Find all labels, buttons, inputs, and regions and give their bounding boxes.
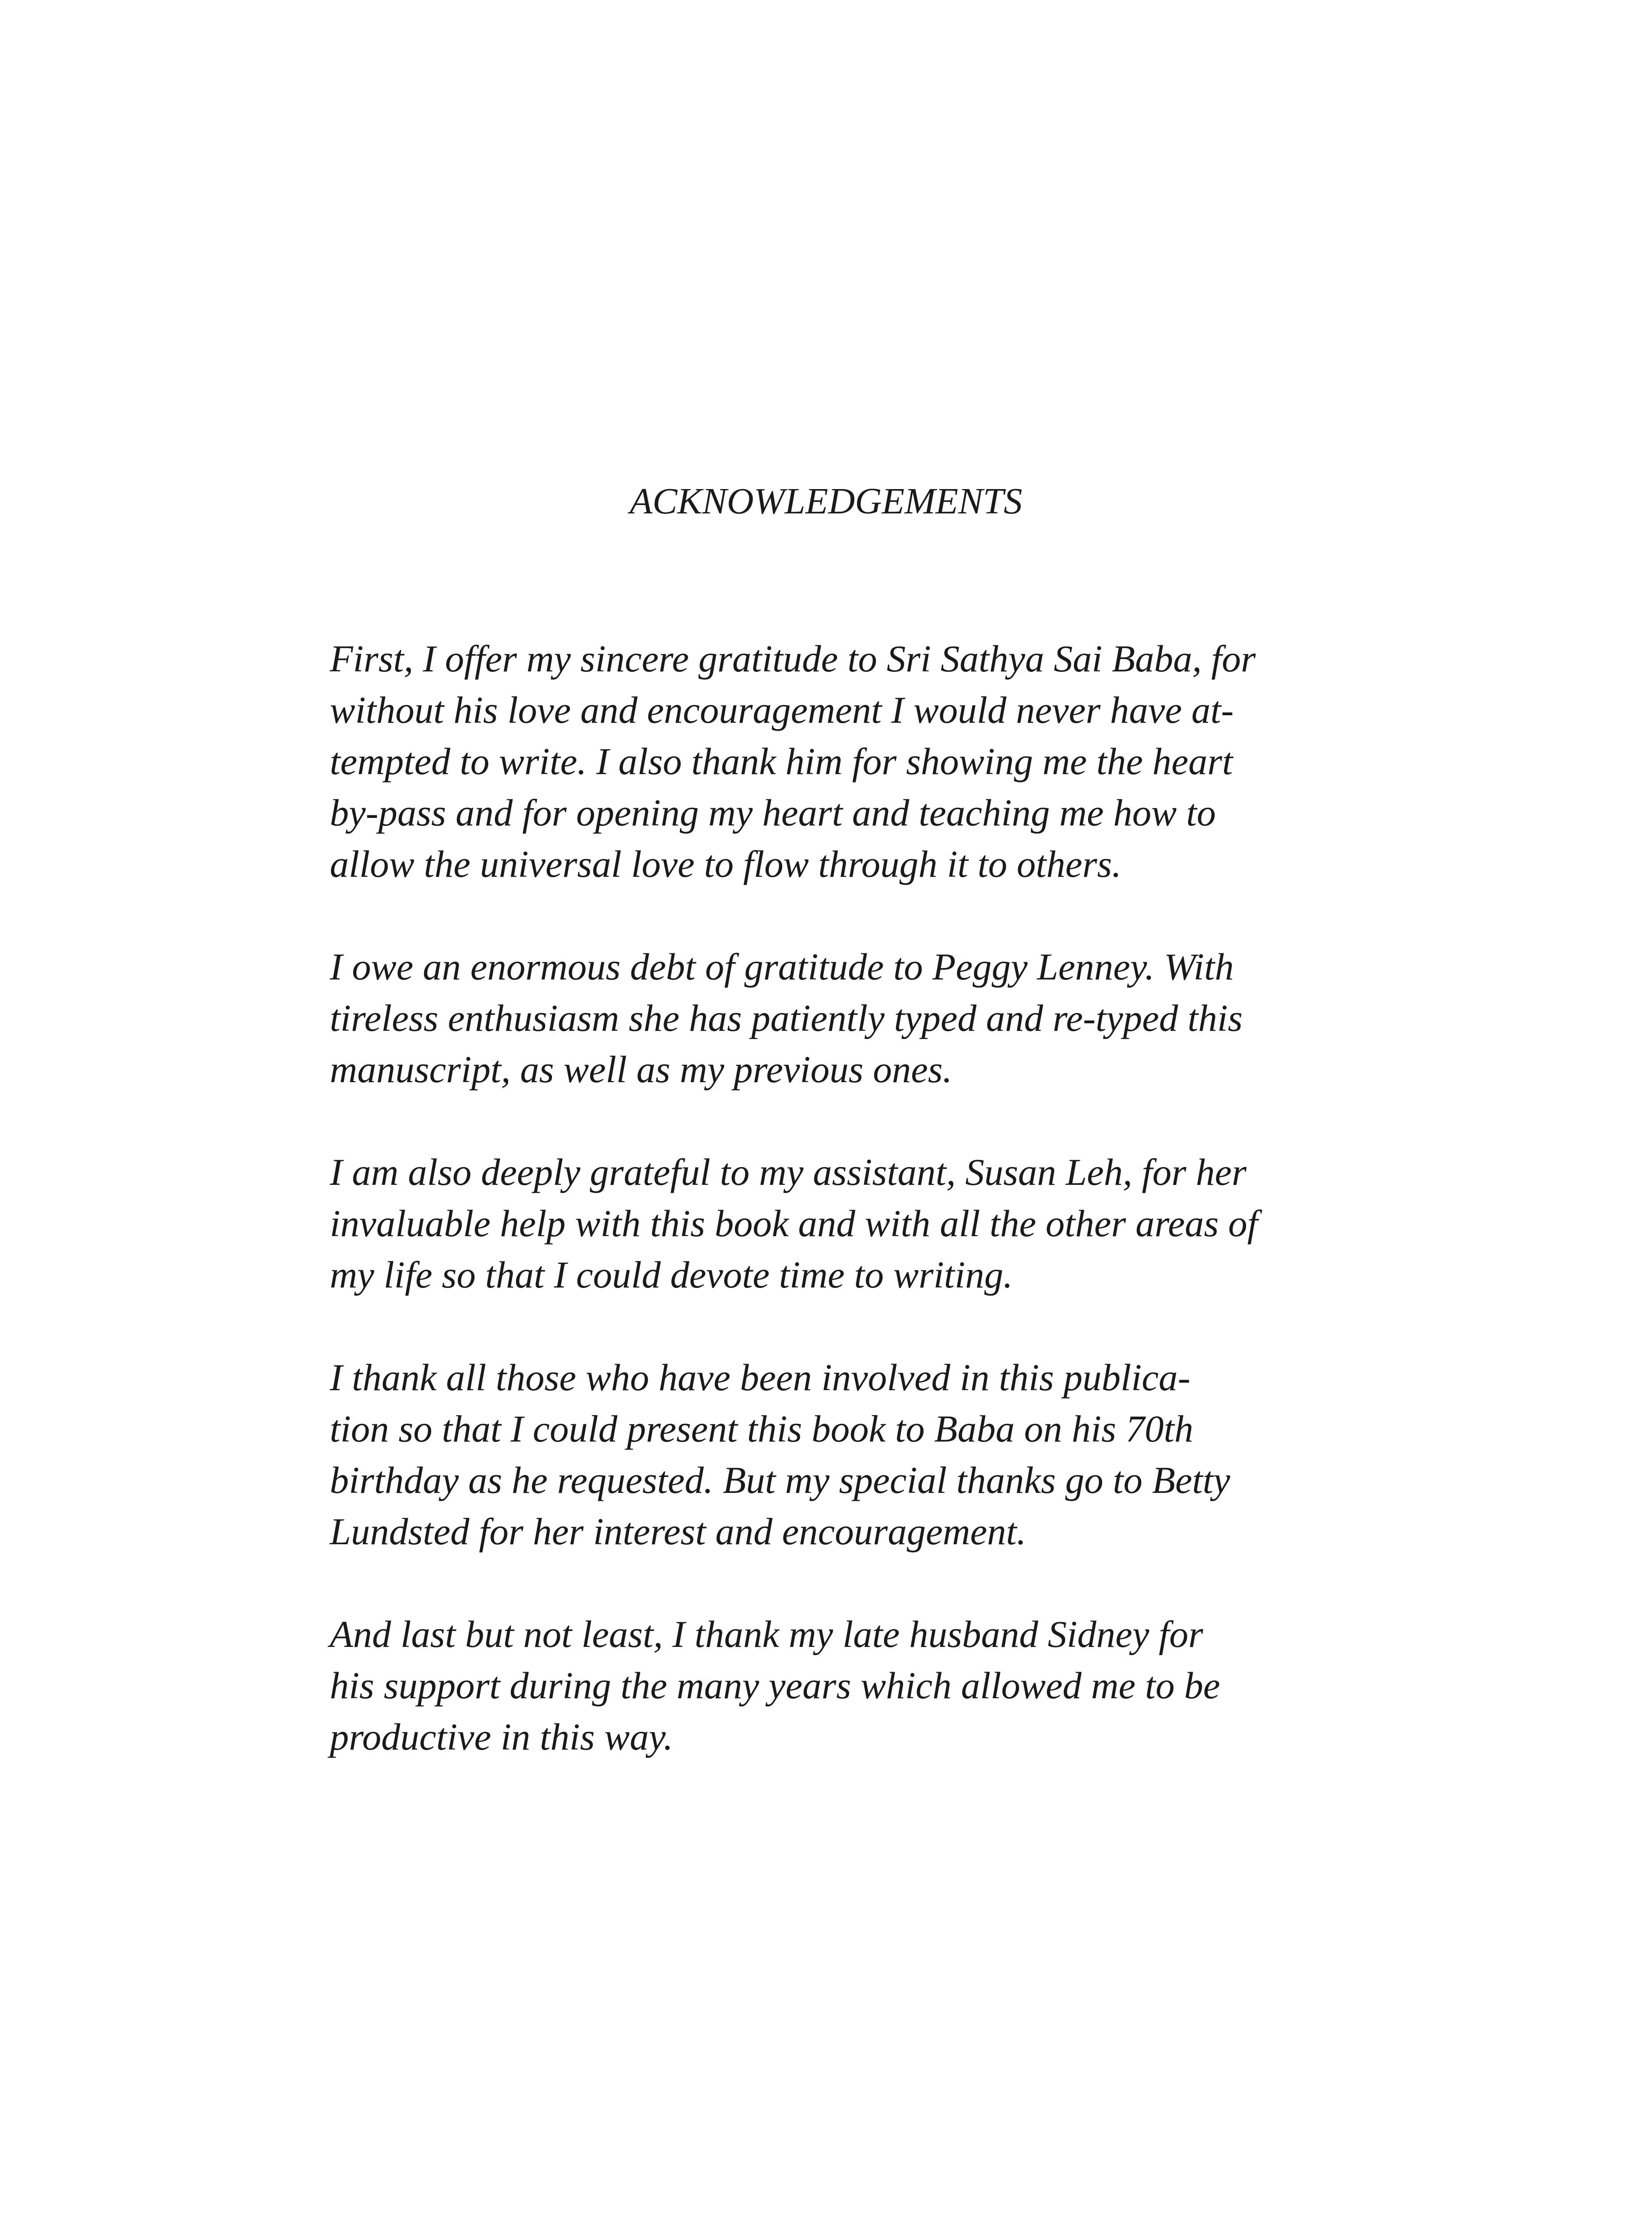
text-line: I owe an enormous debt of gratitude to Peggy Lenney. With <box>330 945 1234 988</box>
paragraph-susan-leh <box>330 1146 1348 1300</box>
text-line: First, I offer my sincere gratitude to Sri Sathya Sai Baba, for <box>330 637 1256 680</box>
text-line: invaluable help with this book and with all the other areas of <box>330 1202 1258 1245</box>
paragraph-publication-thanks <box>330 1352 1348 1557</box>
text-line: tion so that I could present this book to Baba on his 70th <box>330 1407 1193 1450</box>
page-heading: ACKNOWLEDGEMENTS <box>629 481 1023 522</box>
text-line: tempted to write. I also thank him for showing me the heart <box>330 740 1233 783</box>
text-line: his support during the many years which allowed me to be <box>330 1664 1220 1707</box>
text-line: manuscript, as well as my previous ones. <box>330 1048 953 1091</box>
text-line: my life so that I could devote time to writing. <box>330 1253 1013 1296</box>
text-line: allow the universal love to flow through it to others. <box>330 843 1122 885</box>
text-line: tireless enthusiasm she has patiently typed and re-typed this <box>330 997 1243 1039</box>
paragraph-gratitude-sai-baba <box>330 633 1348 890</box>
acknowledgements-body <box>330 633 1348 1814</box>
text-line: I am also deeply grateful to my assistant, Susan Leh, for her <box>330 1151 1247 1193</box>
paragraph-husband-sidney <box>330 1608 1348 1762</box>
text-line: I thank all those who have been involved in this publica- <box>330 1356 1191 1399</box>
text-line: by-pass and for opening my heart and teaching me how to <box>330 791 1216 834</box>
text-line: without his love and encouragement I would never have at- <box>330 689 1234 731</box>
text-line: birthday as he requested. But my special thanks go to Betty <box>330 1459 1231 1501</box>
paragraph-peggy-lenney <box>330 941 1348 1095</box>
text-line: And last but not least, I thank my late husband Sidney for <box>330 1613 1204 1655</box>
text-line: productive in this way. <box>330 1716 673 1758</box>
text-line: Lundsted for her interest and encouragement. <box>330 1510 1027 1553</box>
